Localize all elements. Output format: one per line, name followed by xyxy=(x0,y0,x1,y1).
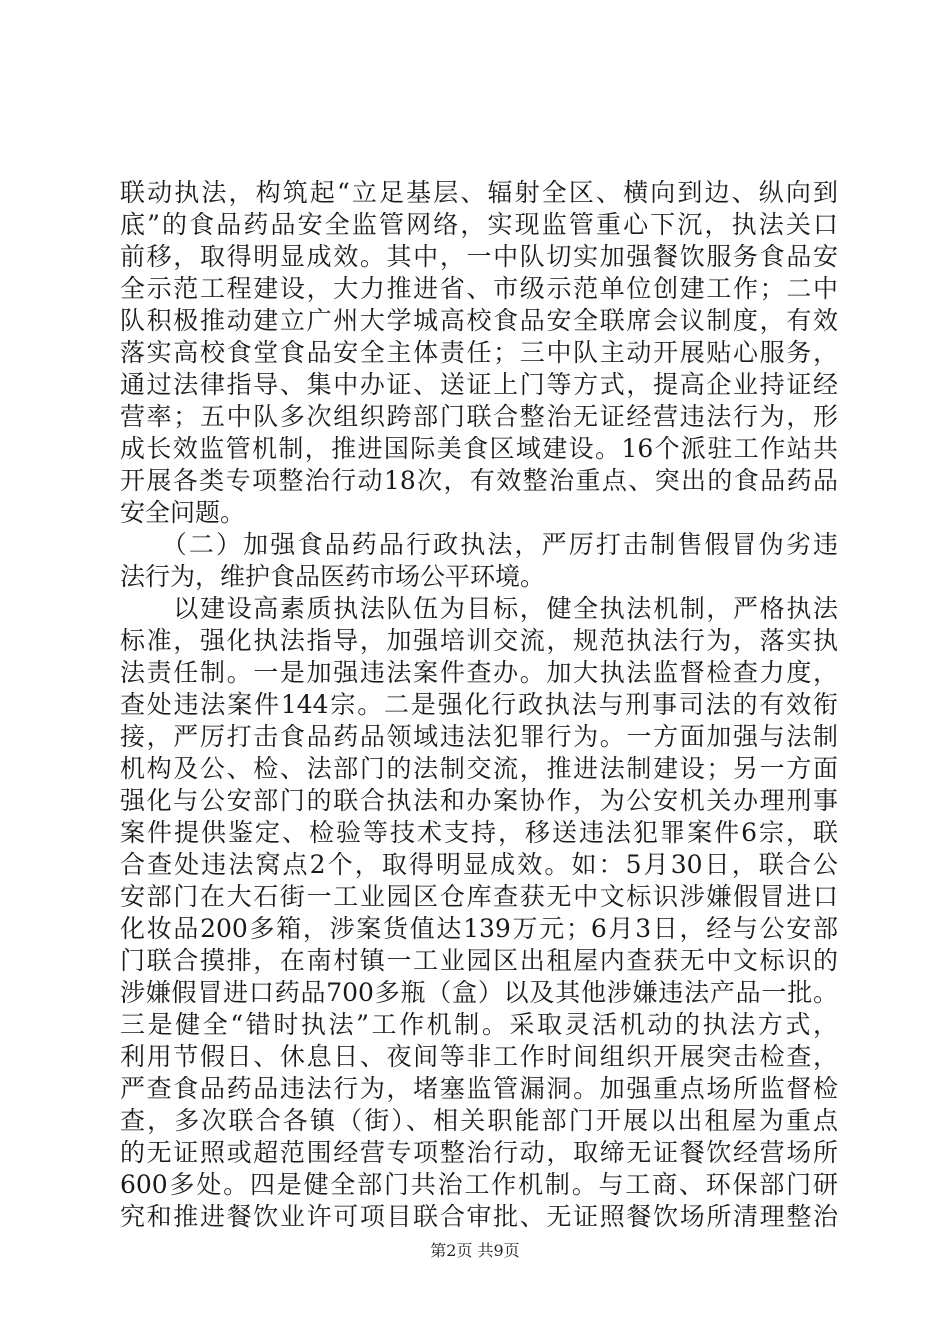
text-line: 究和推进餐饮业许可项目联合审批、无证照餐饮场所清理整治 xyxy=(120,1202,838,1231)
text-line: 强化与公安部门的联合执法和办案协作，为公安机关办理刑事 xyxy=(120,786,838,815)
section-heading-line: （二）加强食品药品行政执法，严厉打击制售假冒伪劣违 xyxy=(120,530,838,559)
text-line: 三是健全“错时执法”工作机制。采取灵活机动的执法方式， xyxy=(120,1010,838,1039)
text-line: 安全问题。 xyxy=(120,498,246,527)
text-line: 法责任制。一是加强违法案件查办。加大执法监督检查力度， xyxy=(120,658,838,687)
text-line: 通过法律指导、集中办证、送证上门等方式，提高企业持证经 xyxy=(120,370,838,399)
text-line: 联动执法，构筑起“立足基层、辐射全区、横向到边、纵向到 xyxy=(120,178,838,207)
page-footer: 第2页 共9页 xyxy=(430,1241,520,1260)
text-line: 门联合摸排，在南村镇一工业园区出租屋内查获无中文标识的 xyxy=(120,946,838,975)
text-line: 落实高校食堂食品安全主体责任；三中队主动开展贴心服务， xyxy=(120,338,838,367)
text-line: 涉嫌假冒进口药品700多瓶（盒）以及其他涉嫌违法产品一批。 xyxy=(120,978,838,1007)
section-heading-line: 法行为，维护食品医药市场公平环境。 xyxy=(120,562,546,591)
text-line: 底”的食品药品安全监管网络，实现监管重心下沉，执法关口 xyxy=(120,210,838,239)
text-line: 标准，强化执法指导，加强培训交流，规范执法行为，落实执 xyxy=(120,626,838,655)
text-line: 营率；五中队多次组织跨部门联合整治无证经营违法行为，形 xyxy=(120,402,838,431)
text-line: 查处违法案件144宗。二是强化行政执法与刑事司法的有效衔 xyxy=(120,690,838,719)
text-line: 前移，取得明显成效。其中，一中队切实加强餐饮服务食品安 xyxy=(120,242,838,271)
body-text xyxy=(120,177,838,1233)
text-line: 以建设高素质执法队伍为目标，健全执法机制，严格执法 xyxy=(120,594,838,623)
text-line: 机构及公、检、法部门的法制交流，推进法制建设；另一方面 xyxy=(120,754,838,783)
text-line: 查，多次联合各镇（街）、相关职能部门开展以出租屋为重点 xyxy=(120,1106,838,1135)
text-line: 接，严厉打击食品药品领域违法犯罪行为。一方面加强与法制 xyxy=(120,722,838,751)
text-line: 案件提供鉴定、检验等技术支持，移送违法犯罪案件6宗，联 xyxy=(120,818,838,847)
text-line: 严查食品药品违法行为，堵塞监管漏洞。加强重点场所监督检 xyxy=(120,1074,838,1103)
text-line: 利用节假日、休息日、夜间等非工作时间组织开展突击检查， xyxy=(120,1042,838,1071)
text-line: 安部门在大石街一工业园区仓库查获无中文标识涉嫌假冒进口 xyxy=(120,882,838,911)
text-line: 的无证照或超范围经营专项整治行动，取缔无证餐饮经营场所 xyxy=(120,1138,838,1167)
text-line: 队积极推动建立广州大学城高校食品安全联席会议制度，有效 xyxy=(120,306,838,335)
text-line: 600多处。四是健全部门共治工作机制。与工商、环保部门研 xyxy=(120,1170,838,1199)
text-line: 合查处违法窝点2个，取得明显成效。如：5月30日，联合公 xyxy=(120,850,838,879)
text-line: 全示范工程建设，大力推进省、市级示范单位创建工作；二中 xyxy=(120,274,838,303)
text-line: 成长效监管机制，推进国际美食区域建设。16个派驻工作站共 xyxy=(120,434,838,463)
text-line: 开展各类专项整治行动18次，有效整治重点、突出的食品药品 xyxy=(120,466,838,495)
text-line: 化妆品200多箱，涉案货值达139万元；6月3日，经与公安部 xyxy=(120,914,838,943)
